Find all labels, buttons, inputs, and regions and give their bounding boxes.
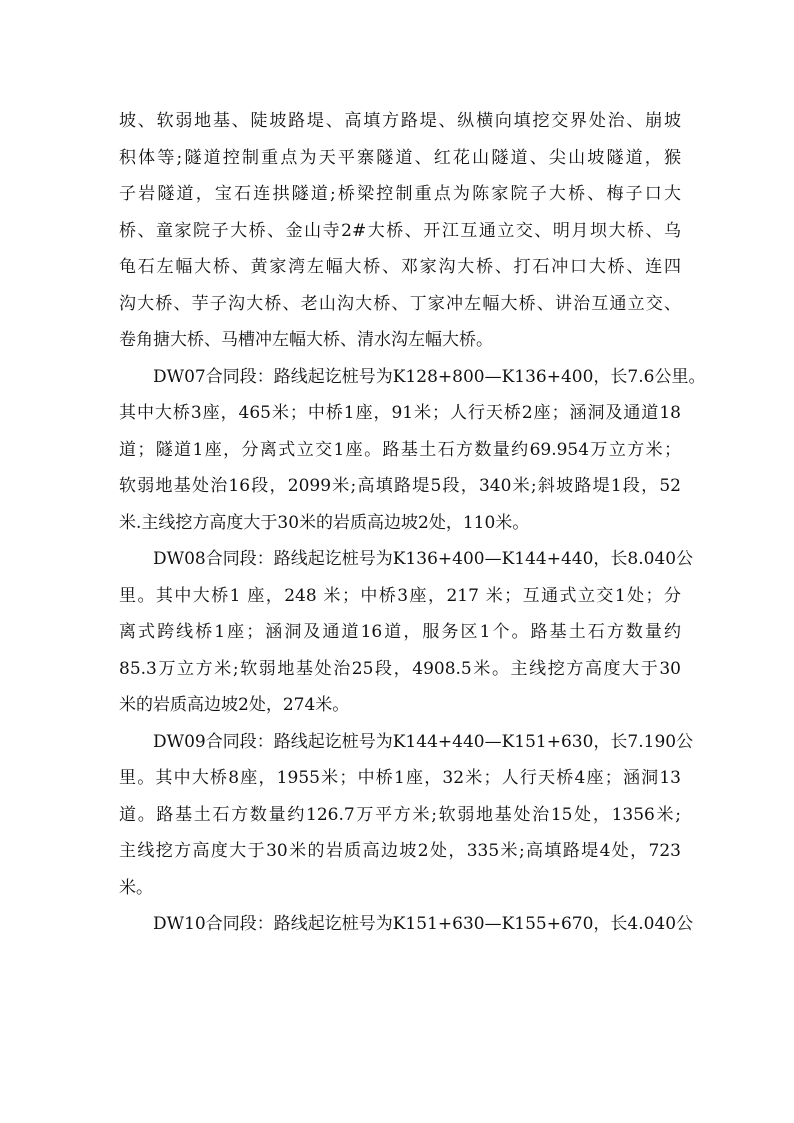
text-line: 卷角搪大桥、马槽冲左幅大桥、清水沟左幅大桥。 (119, 330, 493, 350)
text-line: DW09合同段：路线起讫桩号为K144+440—K151+630，长7.190公 (153, 731, 694, 752)
text-line: 里。其中大桥1 座，248 米；中桥3座，217 米；互通式立交1处；分 (119, 585, 681, 606)
text-line: 桥、童家院子大桥、金山寺2#大桥、开江互通立交、明月坝大桥、乌 (119, 220, 681, 241)
paragraph-dw07-section (119, 359, 706, 542)
text-line: 米。 (119, 877, 153, 898)
text-line: 其中大桥3座，465米；中桥1座，91米；人行天桥2座；涵洞及通道18 (119, 403, 681, 423)
text-line: DW10合同段：路线起讫桩号为K151+630—K155+670，长4.040公 (153, 914, 694, 934)
text-line: 里。其中大桥8座，1955米；中桥1座，32米；人行天桥4座；涵洞13 (119, 768, 681, 788)
text-line: 道；隧道1座，分离式立交1座。路基土石方数量约69.954万立方米； (119, 439, 681, 460)
text-line: 道。路基土石方数量约126.7万平方米;软弱地基处治15处，1356米; (119, 804, 681, 825)
text-line: 沟大桥、芋子沟大桥、老山沟大桥、丁家冲左幅大桥、讲治互通立交、 (119, 293, 681, 314)
text-line: 软弱地基处治16段，2099米;高填路堤5段，340米;斜坡路堤1段，52 (119, 476, 681, 496)
paragraph-dw09-section (119, 724, 694, 907)
text-line: 85.3万立方米;软弱地基处治25段，4908.5米。主线挖方高度大于30 (119, 658, 681, 679)
text-line: 离式跨线桥1座；涵洞及通道16道，服务区1个。路基土石方数量约 (119, 622, 681, 642)
text-line: 坡、软弱地基、陡坡路堤、高填方路堤、纵横向填挖交界处治、崩坡 (119, 111, 681, 131)
text-line: 米.主线挖方高度大于30米的岩质高边坡2处，110米。 (119, 512, 530, 533)
text-line: 子岩隧道，宝石连拱隧道;桥梁控制重点为陈家院子大桥、梅子口大 (119, 184, 681, 204)
text-line: DW07合同段：路线起讫桩号为K128+800—K136+400，长7.6公里。 (153, 366, 706, 387)
text-line: DW08合同段：路线起讫桩号为K136+400—K144+440，长8.040公 (153, 549, 694, 569)
paragraph-hazard-control-points (119, 103, 681, 359)
document-body (119, 103, 706, 943)
paragraph-dw10-section (119, 906, 694, 943)
text-line: 米的岩质高边坡2处，274米。 (119, 695, 350, 715)
paragraph-dw08-section (119, 541, 694, 724)
text-line: 龟石左幅大桥、黄家湾左幅大桥、邓家沟大桥、打石冲口大桥、连四 (119, 257, 681, 277)
text-line: 主线挖方高度大于30米的岩质高边坡2处，335米;高填路堤4处，723 (119, 841, 681, 861)
text-line: 积体等;隧道控制重点为天平寨隧道、红花山隧道、尖山坡隧道，猴 (119, 147, 681, 168)
